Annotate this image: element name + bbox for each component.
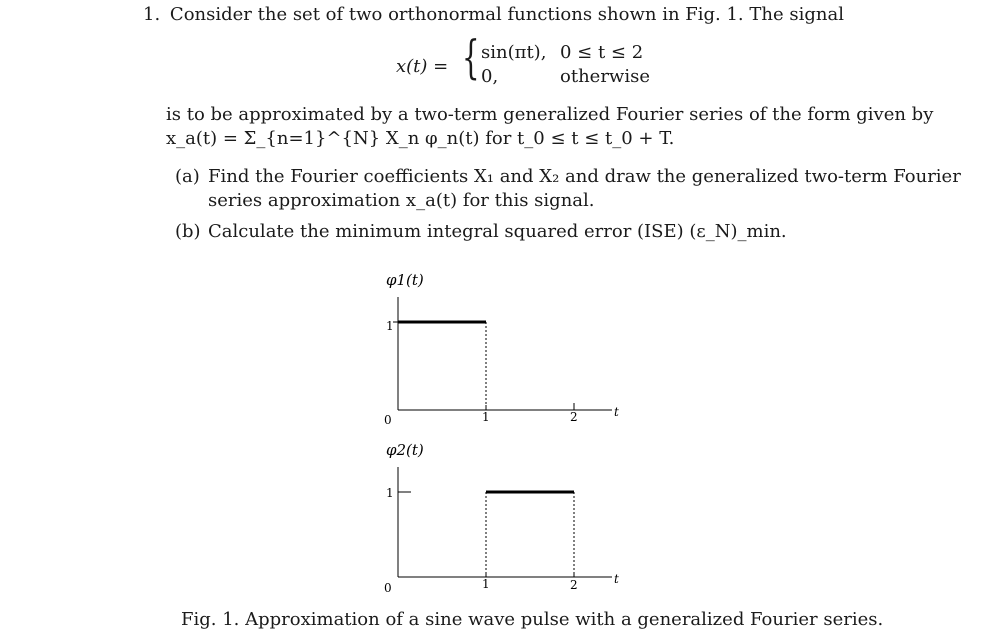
part-b-label: (b) xyxy=(175,221,201,242)
plot2-xtick2-label: 2 xyxy=(570,578,578,592)
body-text-line1: is to be approximated by a two-term generalized Fourier series of the form given by xyxy=(166,104,934,125)
problem-number: 1. xyxy=(143,4,161,25)
plot2-xtick1-label: 1 xyxy=(482,577,490,591)
case1-condition: 0 ≤ t ≤ 2 xyxy=(560,42,644,63)
part-a-line1: Find the Fourier coefficients X₁ and X₂ and draw the generalized two-term Fourier xyxy=(208,166,961,187)
case2-condition: otherwise xyxy=(560,66,650,87)
problem-intro: Consider the set of two orthonormal functions shown in Fig. 1. The signal xyxy=(169,4,844,25)
part-a-line2: series approximation x_a(t) for this signal. xyxy=(208,190,595,211)
signal-lhs: x(t) = xyxy=(396,56,449,77)
cases-brace: { xyxy=(462,30,480,84)
plot1-ytick-label: 1 xyxy=(386,319,394,333)
plot1-xtick1-label: 1 xyxy=(482,410,490,424)
plot2-origin-label: 0 xyxy=(384,581,392,595)
figure-caption: Fig. 1. Approximation of a sine wave pulse with a generalized Fourier series. xyxy=(181,609,884,630)
case1-expression: sin(πt), xyxy=(481,42,547,63)
plot1-title: φ1(t) xyxy=(386,271,424,289)
series-formula: x_a(t) = Σ_{n=1}^{N} X_n φ_n(t) for t_0 ≤ t ≤ t_0 + T. xyxy=(166,128,675,149)
part-b-text: Calculate the minimum integral squared error (ISE) (ε_N)_min. xyxy=(208,221,787,242)
plot2-axis-label: t xyxy=(614,572,619,586)
plot2-title: φ2(t) xyxy=(386,441,424,459)
plot1-xtick2-label: 2 xyxy=(570,410,578,424)
plot1-axis-label: t xyxy=(614,405,619,419)
plot2-ytick-label: 1 xyxy=(386,486,394,500)
plot1-origin-label: 0 xyxy=(384,413,392,427)
case2-expression: 0, xyxy=(481,66,499,87)
part-a-label: (a) xyxy=(175,166,200,187)
